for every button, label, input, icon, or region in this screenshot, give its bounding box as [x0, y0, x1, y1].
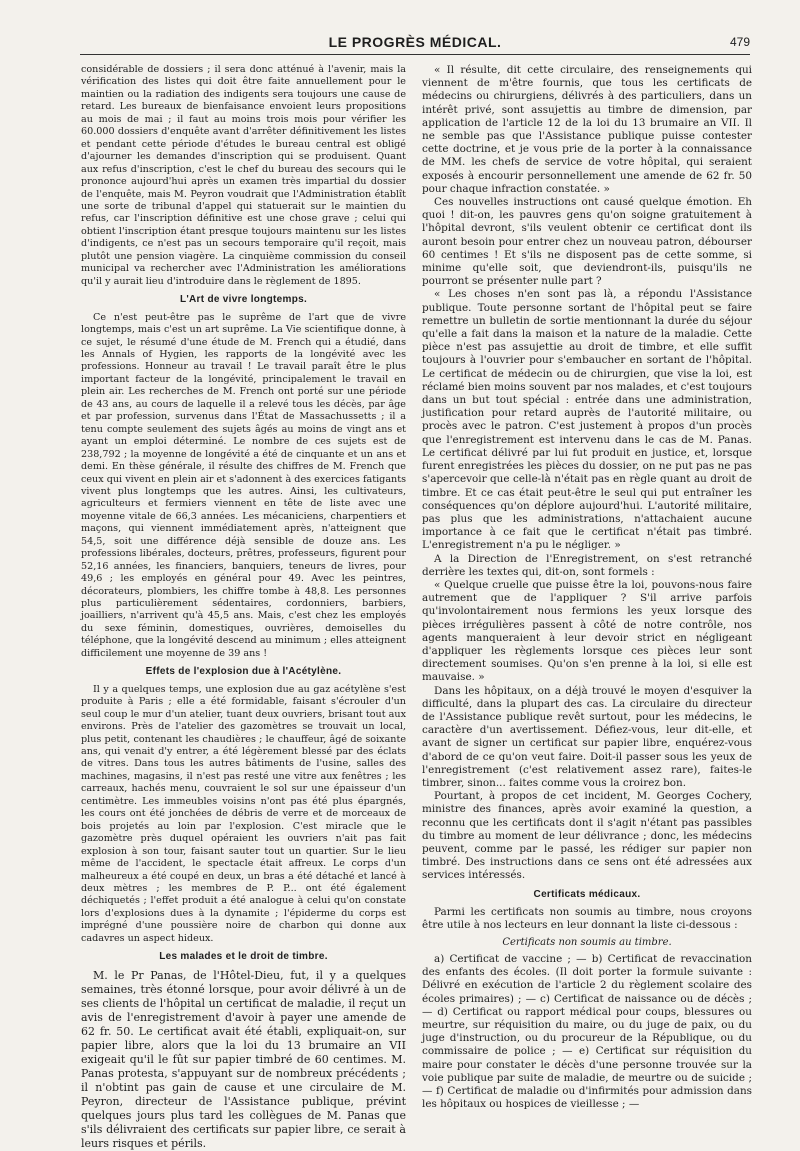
journal-title: LE PROGRÈS MÉDICAL. [328, 34, 502, 50]
paragraph: Ce n'est peut-être pas le suprême de l'art que de vivre longtemps, mais c'est un art suprême. La Vie scientifique donne, à ce sujet, le résumé d'une étude de M. French qui a étudié, dans les Annals of Hygien, les rapports de la longévité avec les professions. Honneur au travail ! Le travail paraît être le plus important facteur de la longévité, principalement le travail en plein air. Les recherches de M. French ont porté sur une période de 43 ans, au cours de laquelle il a relevé tous les décès, par âge et par profession, survenus dans l'État de Massachussetts ; il a tenu compte seulement des sujets âgés au moins de vingt ans et ayant un emploi déterminé. Le nombre de ces sujets est de 238,792 ; la moyenne de longévité a été de cinquante et un ans et demi. En thèse générale, il résulte des chiffres de M. French que ceux qui vivent en plein air et s'adonnent à des exercices fatigants vivent plus longtemps que les autres. Ainsi, les cultivateurs, agriculteurs et fermiers viennent en tête de liste avec une moyenne vitale de 66,3 années. Les mécaniciens, charpentiers et maçons, qui viennent immédiatement après, n'atteignent que 54,5, soit une différence déjà sensible de douze ans. Les professions libérales, docteurs, prêtres, professeurs, figurent pour 52,16 années, les financiers, banquiers, teneurs de livres, pour 49,6 ; les employés en général pour 49. Avec les peintres, décorateurs, plombiers, les chiffre tombe à 48,8. Les personnes plus particulièrement sédentaires, cordonniers, barbiers, joailliers, n'arrivent qu'à 45,5 ans. Mais, c'est chez les employés du sexe féminin, domestiques, ouvrières, demoiselles du téléphone, que la longévité descend au minimum ; elles atteignent difficilement une moyenne de 39 ans ! [81, 311, 406, 659]
paragraph: « Il résulte, dit cette circulaire, des renseignements qui viennent de m'être fournis, que tous les certificats de médecins ou chirurgiens, délivrés à des particuliers, dans un intérêt privé, sont assujettis au timbre de dimension, par application de l'article 12 de la loi du 13 brumaire an VII. Il ne semble pas que l'Assistance publique puisse contester cette doctrine, et je vous prie de la porter à la connaissance de MM. les chefs de service de votre hôpital, qui seraient exposés à encourir personnellement une amende de 62 fr. 50 pour chaque infraction constatée. » [422, 64, 752, 195]
paragraph: Pourtant, à propos de cet incident, M. Georges Cochery, ministre des finances, après avoir examiné la question, a reconnu que les certificats dont il s'agit n'étant pas passibles du timbre au moment de leur délivrance ; donc, les médecins peuvent, comme par le passé, les rédiger sur papier non timbré. Des instructions dans ce sens ont été adressées aux services intéressés. [422, 790, 752, 882]
right-column [422, 64, 752, 1111]
section-heading: L'Art de vivre longtemps. [179, 294, 308, 306]
left-column [81, 64, 406, 1151]
paragraph: « Quelque cruelle que puisse être la loi, pouvons-nous faire autrement que de l'appliquer ? S'il arrive parfois qu'involontairement nous fermions les yeux lorsque des pièces irrégulières passent à côté de notre contrôle, nos agents manqueraient à leur devoir strict en négligeant d'appliquer les règlements lorsque ces pièces leur sont directement soumises. Qu'on s'en prenne à la loi, si elle est mauvaise. » [422, 578, 752, 684]
paragraph: Parmi les certificats non soumis au timbre, nous croyons être utile à nos lecteurs en leur donnant la liste ci-dessous : [422, 906, 752, 932]
paragraph: M. le Pr Panas, de l'Hôtel-Dieu, fut, il y a quelques semaines, très étonné lorsque, pour avoir délivré à un de ses clients de l'hôpital un certificat de maladie, il reçut un avis de l'enregistrement d'avoir à payer une amende de 62 fr. 50. Le certificat avait été établi, expliquait-on, sur papier libre, alors que la loi du 13 brumaire an VII exigeait qu'il le fût sur papier timbré de 60 centimes. M. Panas protesta, s'appuyant sur de nombreux précédents ; il n'obtint pas gain de cause et une circulaire de M. Peyron, directeur de l'Assistance publique, prévint quelques jours plus tard les collègues de M. Panas que s'ils délivraient des certificats sur papier libre, ce serait à leurs risques et périls. [81, 968, 406, 1150]
paragraph: Dans les hôpitaux, on a déjà trouvé le moyen d'esquiver la difficulté, dans la plupart des cas. La circulaire du directeur de l'Assistance publique revêt surtout, pour les médecins, le caractère d'un avertissement. Défiez-vous, leur dit-elle, et avant de signer un certificat sur papier libre, enquérez-vous d'abord de ce qu'on veut faire. Doit-il passer sous les yeux de l'enregistrement (c'est relativement assez rare), faites-le timbrer, sinon... faites comme vous la croirez bon. [422, 684, 752, 789]
paragraph: Il y a quelques temps, une explosion due au gaz acétylène s'est produite à Paris ; elle a été formidable, faisant s'écrouler d'un seul coup le mur d'un atelier, tuant deux ouvriers, brisant tout aux environs. Près de l'atelier des gazomètres se trouvait un local, plus petit, contenant les chaudières ; le chauffeur, âgé de soixante ans, qui venait d'y entrer, a été légèrement blessé par des éclats de vitres. Dans tous les autres bâtiments de l'usine, salles des machines, magasins, il n'est pas resté une vitre aux fenêtres ; les carreaux, hachés menu, couvraient le sol sur une épaisseur d'un centimètre. Les immeubles voisins n'ont pas été plus épargnés, les cours ont été jonchées de débris de verre et de morceaux de bois projetés au loin par l'explosion. C'est miracle que le gazomètre près duquel opéraient les ouvriers n'ait pas fait explosion à son tour, faisant sauter tout un quartier. Sur le lieu même de l'accident, le spectacle était affreux. Le corps d'un malheureux a été coupé en deux, un bras a été détaché et lancé à deux mètres ; les membres de P. P... ont été également déchiquetés ; l'effet produit a été analogue à celui qu'on constate lors d'explosions dues à la dynamite ; l'épiderme du corps est imprégné d'une poussière noire de charbon qui donne aux cadavres un aspect hideux. [81, 683, 406, 944]
paragraph: Ces nouvelles instructions ont causé quelque émotion. Eh quoi ! dit-on, les pauvres gens qu'on soigne gratuitement à l'hôpital devront, s'ils veulent obtenir ce certificat dont ils auront besoin pour entrer chez un nouveau patron, débourser 60 centimes ! Et s'ils ne disposent pas de cette somme, si minime qu'elle soit, que deviendront-ils, puisqu'ils ne pourront se présenter nulle part ? [422, 196, 752, 288]
paragraph: a) Certificat de vaccine ; — b) Certificat de revaccination des enfants des écoles. (Il doit porter la formule suivante : Délivré en exécution de l'article 2 du règlement scolaire des écoles primaires) ; — c) Certificat de naissance ou de décès ; — d) Certificat ou rapport médical pour coups, blessures ou meurtre, sur réquisition du maire, ou du juge de paix, ou du juge d'instruction, ou du procureur de la République, ou du commissaire de police ; — e) Certificat sur réquisition du maire pour constater le décès d'une personne trouvée sur la voie publique par suite de maladie, de meurtre ou de suicide ; — f) Certificat de maladie ou d'infirmités pour admission dans les hôpitaux ou hospices de vieillesse ; — [422, 952, 752, 1111]
page-number: 479 [729, 35, 750, 49]
list-heading: Certificats non soumis au timbre. [502, 937, 672, 949]
paragraph: « Les choses n'en sont pas là, a répondu l'Assistance publique. Toute personne sortant de l'hôpital peut se faire remettre un bulletin de sortie mentionnant la durée du séjour qu'elle a fait dans la maison et la nature de la maladie. Cette pièce n'est pas assujettie au droit de timbre, et elle suffit toujours à l'ouvrier pour s'embaucher en sortant de l'hôpital. Le certificat de médecin ou de chirurgien, que vise la loi, est réclamé bien moins souvent par nos malades, et c'est toujours dans un but tout spécial : entrée dans une administration, justification pour retard auprès de l'autorité militaire, ou procès avec le patron. C'est justement à propos d'un procès que l'enregistrement est intervenu dans le cas de M. Panas. Le certificat délivré par lui fut produit en justice, et, lorsque furent enregistrées les pièces du dossier, on ne put pas ne pas s'apercevoir que celle-là n'était pas en règle quant au droit de timbre. Et ce cas était peut-être le seul qui put entraîner les conséquences qu'on déplore aujourd'hui. L'autorité militaire, pas plus que les administrations, n'attachaient aucune importance à ce fait que le certificat n'était pas timbré. L'enregistrement n'a pu le négliger. » [422, 288, 752, 552]
section-heading: Les malades et le droit de timbre. [159, 951, 328, 963]
running-header [80, 32, 750, 55]
section-heading: Certificats médicaux. [533, 888, 641, 900]
paragraph: A la Direction de l'Enregistrement, on s'est retranché derrière les textes qui, dit-on, sont formels : [422, 552, 752, 578]
paragraph: considérable de dossiers ; il sera donc atténué à l'avenir, mais la vérification des listes qui doit être faite annuellement pour le maintien ou la radiation des indigents sera toujours une cause de retard. Les bureaux de bienfaisance envoient leurs propositions au mois de mai ; il faut au moins trois mois pour vérifier les 60.000 dossiers d'enquête avant d'arrêter définitivement les listes et pendant cette période d'études le bureau central est obligé d'ajourner les demandes d'inscription qui se produisent. Quant aux refus d'inscription, c'est le chef du bureau des secours qui le prononce aujourd'hui après un examen très impartial du dossier de l'enquête, mais M. Peyron voudrait que l'Administration établît une sorte de tribunal d'appel qui statuerait sur le maintien du refus, car l'inscription définitive est une chose grave ; celui qui obtient l'inscription étant presque toujours maintenu sur les listes d'indigents, ce n'est pas un secours temporaire qu'il reçoit, mais plutôt une pension viagère. La cinquième commission du conseil municipal va rechercher avec l'Administration les améliorations qu'il y aurait lieu d'introduire dans le règlement de 1895. [81, 64, 406, 287]
section-heading: Effets de l'explosion due à l'Acétylène. [145, 666, 342, 678]
